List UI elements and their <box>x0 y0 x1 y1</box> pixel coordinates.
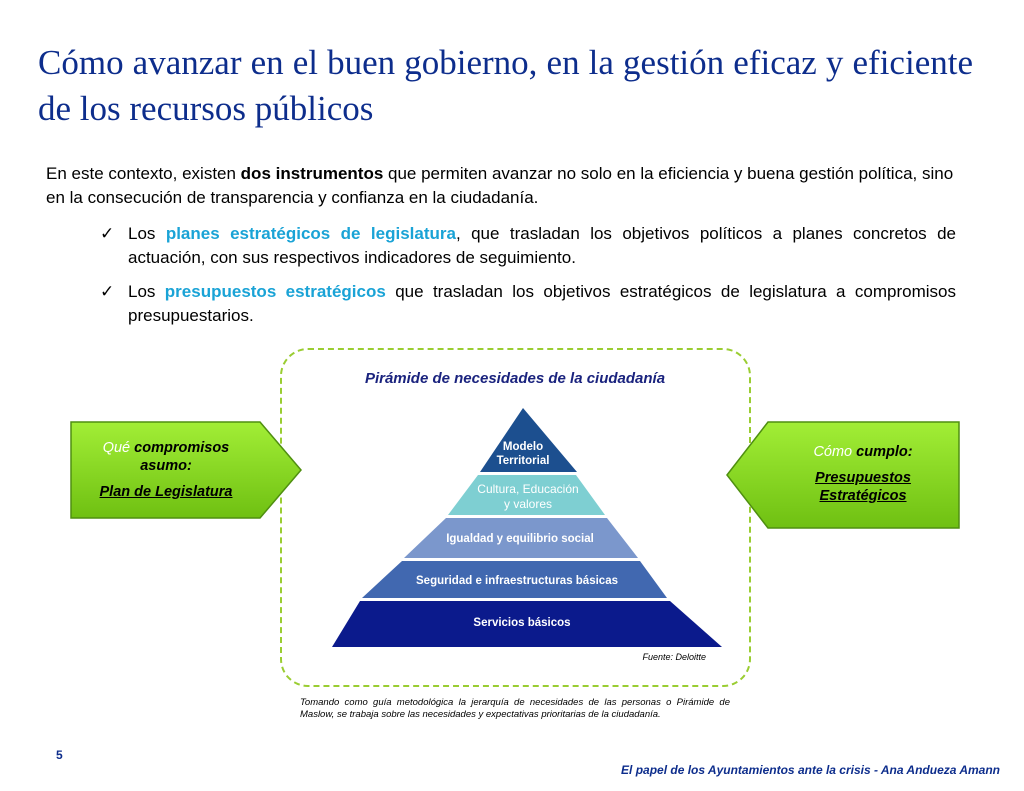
left-box-label-bold: compromisos <box>134 440 230 456</box>
left-box-label-line2: asumo: <box>140 458 192 474</box>
level-label: Igualdad y equilibrio social <box>446 533 594 545</box>
bullet-rest: que trasladan los objetivos estratégicos de legislatura a compromisos presupuestarios. <box>128 282 956 325</box>
bullet-highlight: presupuestos estratégicos <box>164 282 386 301</box>
level-label: Cultura, Educación <box>477 482 579 496</box>
right-box-label-bold: cumplo: <box>856 444 913 460</box>
bullet-prefix: Los <box>128 282 165 301</box>
level-label: Servicios básicos <box>473 617 571 629</box>
intro-text-start: En este contexto, existen <box>46 164 241 183</box>
right-box-label-light: Cómo <box>813 444 853 460</box>
compliance-box <box>726 421 960 519</box>
checkmark-icon: ✓ <box>100 282 115 301</box>
source-label: Fuente: Deloitte <box>642 652 706 662</box>
intro-bold-text: dos instrumentos <box>240 164 384 183</box>
right-box-value <box>815 469 911 505</box>
bullet-prefix: Los <box>128 224 166 243</box>
checkmark-icon: ✓ <box>100 224 115 243</box>
left-box-label-light: Qué <box>102 440 131 456</box>
intro-paragraph <box>46 162 956 210</box>
list-item-planes <box>100 222 956 270</box>
methodology-note: Tomando como guía metodológica la jerarquía de necesidades de las personas o Pirámide de Maslow, se trabaja sobre las necesidades y expectativas prioritarias de la ciudadanía. <box>300 697 730 720</box>
bullet-rest: , que trasladan los objetivos políticos a planes concretos de actuación, con sus respectivos indicadores de seguimiento. <box>128 224 957 267</box>
commitments-box <box>70 421 302 519</box>
left-box-value: Plan de Legislatura <box>99 484 233 500</box>
level-label: Modelo <box>502 441 544 453</box>
level-label: y valores <box>503 497 553 511</box>
needs-pyramid <box>320 400 730 650</box>
footer-text: El papel de los Ayuntamientos ante la crisis - Ana Andueza Amann <box>621 763 1000 777</box>
slide-title: Cómo avanzar en el buen gobierno, en la gestión eficaz y eficiente de los recursos públicos <box>38 43 973 128</box>
right-box-value-line1: Presupuestos <box>815 470 911 486</box>
level-label: Territorial <box>496 455 550 467</box>
right-box-value-line2: Estratégicos <box>819 488 907 504</box>
intro-text-end: que permiten avanzar no solo en la eficiencia y buena gestión política, sino en la consecución de transparencia y confianza en la ciudadanía. <box>46 164 954 207</box>
level-label: Seguridad e infraestructuras básicas <box>416 575 618 587</box>
pyramid-title: Pirámide de necesidades de la ciudadanía <box>364 370 666 387</box>
page-number: 5 <box>56 748 63 762</box>
bullet-highlight: planes estratégicos de legislatura <box>165 224 456 243</box>
instrument-list <box>100 222 956 338</box>
list-item-presupuestos <box>100 280 956 328</box>
